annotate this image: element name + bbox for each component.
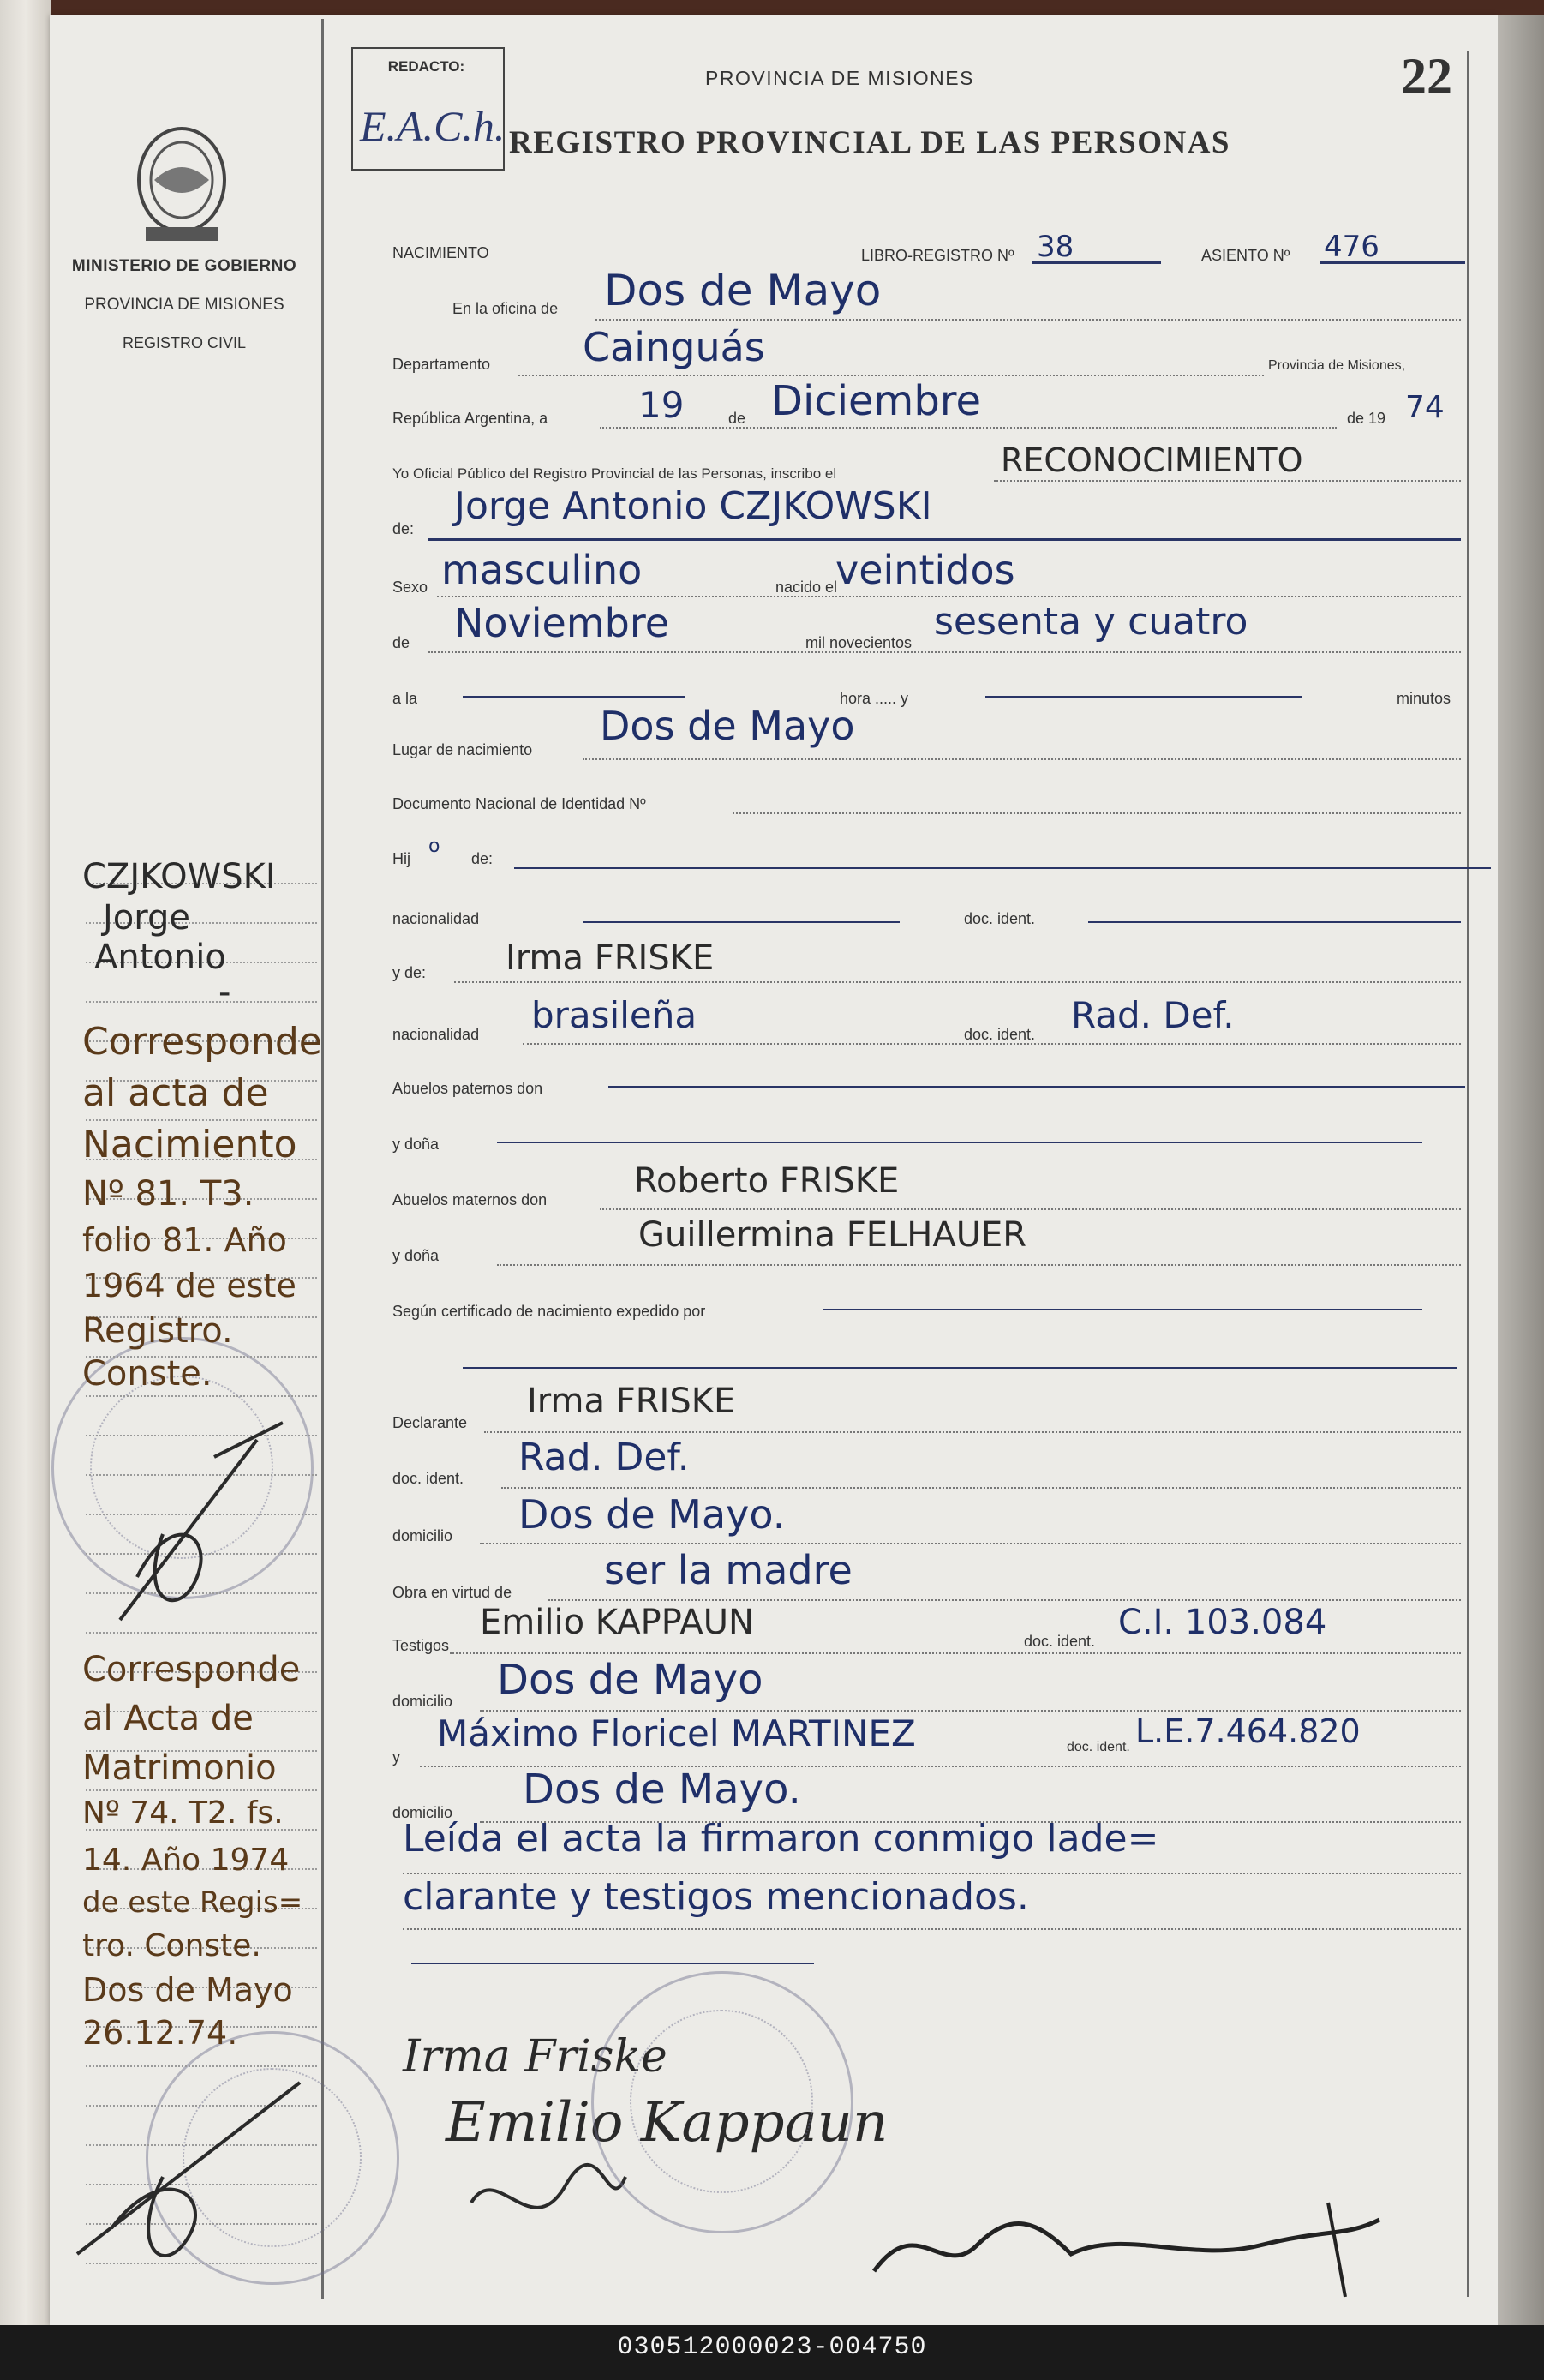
departamento-value: Cainguás	[583, 324, 765, 370]
yde-label: y de:	[392, 964, 427, 981]
docident4-value: C.I. 103.084	[1118, 1603, 1327, 1642]
ab-mat-label: Abuelos maternos don	[392, 1191, 548, 1208]
closing-line-2: clarante y testigos mencionados.	[403, 1875, 1029, 1919]
oficina-line	[595, 319, 1461, 321]
libro-line	[1032, 261, 1161, 264]
provincial-seal-icon	[129, 120, 236, 249]
ab-mat-dona-line	[497, 1264, 1461, 1266]
margin-rule-line	[86, 1789, 317, 1792]
dni-line	[733, 812, 1461, 814]
minutos-label: minutos	[1397, 690, 1451, 707]
ministry-line-3: REGISTRO CIVIL	[122, 334, 247, 351]
nac2-line	[523, 1043, 1461, 1045]
margin-rule-line	[86, 1395, 317, 1398]
domicilio3-label: domicilio	[392, 1804, 453, 1821]
note1-line-7: Conste.	[82, 1354, 212, 1394]
note2-line-3: Nº 74. T2. fs.	[82, 1795, 284, 1831]
docident3-line	[501, 1487, 1461, 1489]
oficina-value: Dos de Mayo	[604, 266, 882, 315]
de-label: de	[728, 410, 746, 427]
signature-emilio: Emilio Kappaun	[446, 2091, 889, 2155]
note2-line-2: Matrimonio	[82, 1748, 277, 1788]
domicilio2-label: domicilio	[392, 1693, 453, 1710]
signature-irma: Irma Friske	[403, 2031, 667, 2083]
asiento-label: ASIENTO Nº	[1201, 247, 1290, 264]
sexo-label: Sexo	[392, 579, 428, 596]
ministry-line-1: MINISTERIO DE GOBIERNO	[71, 257, 297, 275]
asiento-value: 476	[1324, 230, 1379, 264]
ministry-line-2: PROVINCIA DE MISIONES	[84, 296, 284, 314]
closing-line-1-rule	[403, 1873, 1461, 1874]
note1-line-2: Nacimiento	[82, 1123, 297, 1166]
ab-mat-dona-value: Guillermina FELHAUER	[638, 1215, 1027, 1255]
margin-given-2: Antonio	[94, 938, 226, 977]
margin-surname: CZJKOWSKI	[82, 857, 276, 896]
y-label: y	[392, 1748, 400, 1766]
departamento-label: Departamento	[392, 356, 491, 373]
docident3-label: doc. ident.	[392, 1470, 464, 1487]
margin-rule-line	[86, 1001, 317, 1004]
obra-label: Obra en virtud de	[392, 1584, 512, 1601]
domicilio3-value: Dos de Mayo.	[523, 1766, 801, 1813]
mes-nac-value: Noviembre	[454, 600, 670, 646]
nombre-value: Jorge Antonio CZJKOWSKI	[454, 484, 932, 528]
cert-line-2	[463, 1367, 1457, 1369]
mes-nac-line	[428, 651, 1461, 653]
provincia-suffix: Provincia de Misiones,	[1268, 358, 1406, 373]
domicilio1-label: domicilio	[392, 1527, 453, 1544]
testigo2-value: Máximo Floricel MARTINEZ	[437, 1712, 916, 1754]
ab-mat-value: Roberto FRISKE	[634, 1161, 900, 1201]
domicilio1-value: Dos de Mayo.	[518, 1491, 786, 1538]
note2-line-1: al Acta de	[82, 1699, 254, 1738]
cert-label: Según certificado de nacimiento expedido por	[392, 1303, 706, 1320]
nacido-label: nacido el	[775, 579, 838, 596]
closing-line-1: Leída el acta la firmaron conmigo lade=	[403, 1817, 1159, 1861]
register-title: REGISTRO PROVINCIAL DE LAS PERSONAS	[508, 125, 1230, 160]
hijo-de-label: de:	[471, 850, 494, 867]
docident1-label: doc. ident.	[964, 910, 1036, 927]
dni-label: Documento Nacional de Identidad Nº	[392, 795, 646, 812]
testigo1-line	[450, 1652, 1461, 1654]
tipo-line	[994, 480, 1461, 482]
ab-pat-dona-label: y doña	[392, 1136, 440, 1153]
cert-line	[823, 1309, 1422, 1310]
redacto-label: REDACTO:	[387, 58, 465, 75]
anio-nac-value: sesenta y cuatro	[934, 600, 1248, 644]
nac2-value: brasileña	[531, 994, 697, 1036]
mil-label: mil novecientos	[805, 634, 913, 651]
minutos-line	[985, 696, 1302, 698]
sexo-value: masculino	[441, 547, 643, 593]
declarante-value: Irma FRISKE	[527, 1382, 736, 1421]
margin-rule-line	[86, 1119, 317, 1122]
nacido-value: veintidos	[835, 547, 1015, 593]
docident1-line	[1088, 921, 1461, 923]
de2-label: de	[392, 634, 410, 651]
note2-line-8: 26.12.74.	[82, 2014, 238, 2052]
margin-signature-1	[86, 1406, 308, 1646]
nac1-label: nacionalidad	[392, 910, 480, 927]
margin-rule	[321, 19, 324, 2299]
domicilio2-value: Dos de Mayo	[497, 1656, 763, 1704]
sexo-line	[437, 596, 1461, 597]
ab-pat-dona-line	[497, 1142, 1422, 1143]
docident5-value: L.E.7.464.820	[1135, 1712, 1361, 1750]
tipo-value: RECONOCIMIENTO	[1001, 441, 1303, 479]
declarante-label: Declarante	[392, 1414, 468, 1431]
note2-line-6: tro. Conste.	[82, 1928, 261, 1963]
docident5-label: doc. ident.	[1067, 1740, 1130, 1754]
ab-pat-label: Abuelos paternos don	[392, 1080, 543, 1097]
hora-label: hora ..... y	[840, 690, 909, 707]
margin-signature-2	[60, 2057, 317, 2271]
domicilio1-line	[480, 1543, 1461, 1544]
nac2-label: nacionalidad	[392, 1026, 480, 1043]
ala-label: a la	[392, 690, 418, 707]
ab-pat-line	[608, 1086, 1465, 1088]
departamento-line	[518, 375, 1264, 376]
hijo-label: Hij	[392, 850, 410, 867]
testigo1-value: Emilio KAPPAUN	[480, 1603, 754, 1642]
note1-line-5: 1964 de este	[82, 1267, 296, 1304]
redacto-initials: E.A.C.h.	[360, 102, 506, 150]
note2-line-5: de este Regis=	[82, 1885, 303, 1920]
anio-label: de 19	[1347, 410, 1386, 427]
madre-line	[454, 981, 1461, 983]
oficial-text: Yo Oficial Público del Registro Provincial de las Personas, inscribo el	[392, 465, 837, 482]
note1-line-6: Registro.	[82, 1311, 233, 1351]
dia-value: 19	[638, 384, 685, 426]
nombre-line	[428, 538, 1461, 541]
note2-line-4: 14. Año 1974	[82, 1843, 290, 1878]
testigos-label: Testigos	[392, 1637, 450, 1654]
libro-value: 38	[1037, 230, 1074, 264]
anio-value: 74	[1405, 390, 1445, 425]
fecha-line	[600, 427, 1337, 429]
note1-line-1: al acta de	[82, 1071, 269, 1115]
ab-mat-line	[600, 1208, 1461, 1210]
signature-official	[865, 2194, 1422, 2305]
obra-value: ser la madre	[604, 1547, 853, 1593]
closing-line-2-rule	[403, 1928, 1461, 1930]
hijo-line	[514, 867, 1491, 869]
docident2-label: doc. ident.	[964, 1026, 1036, 1043]
madre-value: Irma FRISKE	[506, 938, 715, 978]
right-rule	[1467, 51, 1469, 2297]
declarante-line	[484, 1431, 1461, 1433]
page-stack-edge	[1498, 15, 1544, 2325]
book-binding	[0, 0, 51, 2380]
margin-given-1: Jorge	[103, 898, 191, 938]
note2-line-7: Dos de Mayo	[82, 1971, 293, 2009]
ala-line	[463, 696, 685, 698]
republica-label: República Argentina, a	[392, 410, 548, 427]
obra-line	[548, 1599, 1461, 1601]
lugar-label: Lugar de nacimiento	[392, 741, 533, 758]
hijo-suffix: o	[428, 836, 440, 857]
mes-value: Diciembre	[771, 377, 981, 425]
ab-mat-dona-label: y doña	[392, 1247, 440, 1264]
nacimiento-label: NACIMIENTO	[392, 244, 489, 261]
note2-line-0: Corresponde	[82, 1650, 301, 1689]
oficina-label: En la oficina de	[452, 300, 559, 317]
page-number: 22	[1401, 48, 1452, 105]
lugar-value: Dos de Mayo	[600, 703, 855, 749]
rubber-stamp-right-inner	[630, 2010, 813, 2193]
closing-extra-line	[411, 1963, 814, 1964]
note1-line-4: folio 81. Año	[82, 1221, 287, 1259]
docident2-value: Rad. Def.	[1071, 994, 1235, 1036]
province-heading: PROVINCIA DE MISIONES	[705, 67, 974, 89]
lugar-line	[583, 758, 1461, 760]
note1-line-3: Nº 81. T3.	[82, 1174, 254, 1214]
nac1-line	[583, 921, 900, 923]
margin-dash: -	[218, 973, 231, 1012]
asiento-line	[1320, 261, 1465, 264]
domicilio2-line	[480, 1710, 1461, 1712]
docident3-value: Rad. Def.	[518, 1436, 690, 1479]
de-colon-label: de:	[392, 520, 415, 537]
docident4-label: doc. ident.	[1024, 1633, 1096, 1650]
note1-line-0: Corresponde	[82, 1020, 322, 1064]
libro-label: LIBRO-REGISTRO Nº	[861, 247, 1014, 264]
document-serial: 030512000023-004750	[617, 2333, 927, 2362]
